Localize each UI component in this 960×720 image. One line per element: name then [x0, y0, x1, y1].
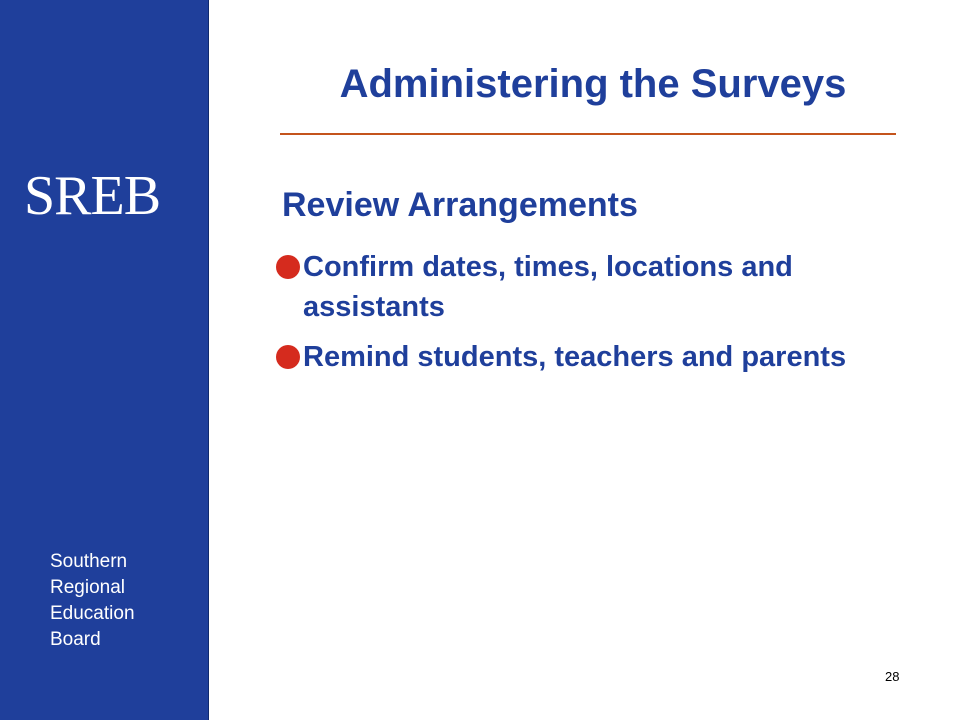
bullet-list [276, 247, 896, 387]
page-number: 28 [885, 669, 900, 684]
sidebar-panel [0, 0, 209, 720]
slide-title: Administering the Surveys [339, 62, 847, 106]
section-heading: Review Arrangements [282, 186, 638, 224]
bullet-item [276, 337, 896, 377]
bullet-item [276, 247, 896, 327]
bullet-text: Confirm dates, times, locations and assistants [303, 251, 793, 323]
org-name-line: Education [50, 603, 135, 624]
sreb-logo: SREB [24, 165, 161, 227]
organization-name [50, 549, 135, 653]
title-divider [280, 133, 896, 135]
bullet-dot-icon [276, 345, 300, 369]
org-name-line: Board [50, 629, 101, 650]
bullet-text: Remind students, teachers and parents [303, 341, 847, 373]
org-name-line: Regional [50, 577, 125, 598]
bullet-dot-icon [276, 255, 300, 279]
org-name-line: Southern [50, 551, 128, 572]
